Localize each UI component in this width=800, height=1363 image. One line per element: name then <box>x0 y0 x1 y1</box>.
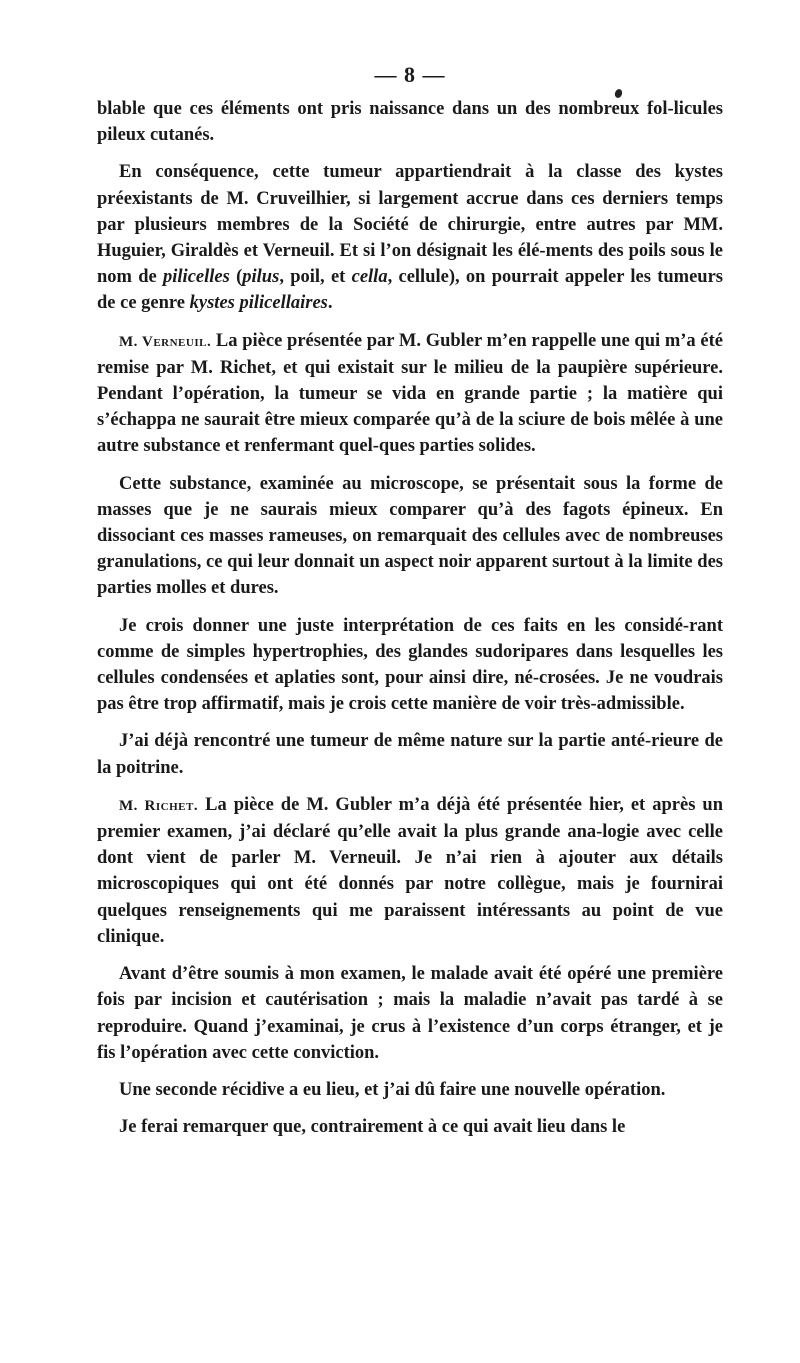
text-run: . <box>327 293 333 314</box>
paragraph <box>97 613 723 718</box>
paragraph <box>97 792 723 950</box>
italic-term: kystes pilicellaires <box>189 293 328 314</box>
body-text <box>97 96 723 1140</box>
paragraph <box>97 96 723 148</box>
text-run: Je crois donner une juste interprétation de ces faits en les considé-rant comme de simples hypertrophies, des glandes sudoripares dans lesquelles les cellules condensées et aplaties sont, pour ainsi dire, né-crosées. Je ne voudrais pas être trop affirmatif, mais je crois cette manière de voir très-admissible. <box>97 615 723 715</box>
text-run: blable que ces éléments ont pris naissance dans un des nombreux fol-licules pileux cutanés. <box>97 99 723 146</box>
book-page <box>97 60 723 1151</box>
speaker-name: M. Richet. <box>119 797 199 814</box>
page-number: — 8 — <box>374 62 446 87</box>
text-run: Cette substance, examinée au microscope, se présentait sous la forme de masses que je ne saurais mieux comparer qu’à des fagots épineux. En dissociant ces masses rameuses, on remarquait des cellules avec de nombreuses granulations, ce qui leur donnait un aspect noir apparent surtout à la limite des parties molles et dures. <box>97 473 723 599</box>
text-run: Je ferai remarquer que, contrairement à ce qui avait lieu dans le <box>119 1117 626 1138</box>
text-run: J’ai déjà rencontré une tumeur de même nature sur la partie anté-rieure de la poitrine. <box>97 731 723 778</box>
text-run: ( <box>229 267 243 288</box>
text-run: En conséquence, cette tumeur appartiendrait à la classe des kystes préexistants de M. Cruveilhier, si largement accrue dans ces derniers temps par plusieurs membres de la Société de chirurgie, entre autres par MM. Huguier, Giraldès et Verneuil. Et si l’on désignait les élé-ments des poils sous le nom de <box>97 162 723 288</box>
text-run: La pièce de M. Gubler m’a déjà été présentée hier, et après un premier examen, j’ai déclaré qu’elle avait la plus grande ana-logie avec celle dont vient de parler M. Verneuil. Je n’ai rien à ajouter aux détails microscopiques qui ont été donnés par notre collègue, mais je fournirai quelques renseignements qui me paraissent intéressants au point de vue clinique. <box>97 794 723 947</box>
italic-term: cella <box>351 267 388 288</box>
paragraph <box>97 471 723 602</box>
text-run: La pièce présentée par M. Gubler m’en rappelle une qui m’a été remise par M. Richet, et qui existait sur le milieu de la paupière supérieure. Pendant l’opération, la tumeur se vida en grande partie ; la matière qui s’échappa ne saurait être mieux comparée qu’à de la sciure de bois mêlée à une autre substance et renfermant quel-ques parties solides. <box>97 330 723 457</box>
text-run: , poil, et <box>279 267 352 288</box>
paragraph <box>97 961 723 1066</box>
text-run: Une seconde récidive a eu lieu, et j’ai dû faire une nouvelle opération. <box>119 1079 666 1100</box>
paragraph <box>97 728 723 780</box>
paragraph <box>97 1077 723 1103</box>
paragraph <box>97 328 723 460</box>
paragraph <box>97 159 723 316</box>
italic-term: pilus <box>242 267 280 288</box>
text-run: Avant d’être soumis à mon examen, le malade avait été opéré une première fois par incision et cautérisation ; mais la maladie n’avait pas tardé à se reproduire. Quand j’examinai, je crus à l’existence d’un corps étranger, et je fis l’opération avec cette conviction. <box>97 964 723 1063</box>
text-run: , cellule), on pourrait appeler les tumeurs de ce genre <box>97 267 723 314</box>
speaker-name: M. Verneuil. <box>119 333 212 350</box>
italic-term: pilicelles <box>163 267 230 288</box>
paragraph <box>97 1114 723 1140</box>
